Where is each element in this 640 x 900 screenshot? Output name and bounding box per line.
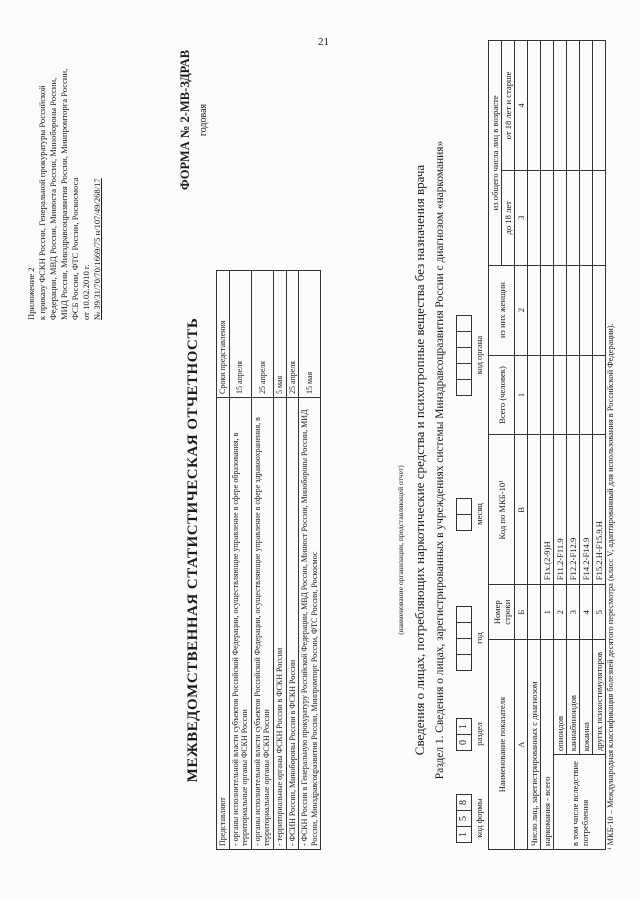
over18-cell[interactable]: [580, 41, 593, 171]
form-code-digit[interactable]: 8: [456, 794, 472, 811]
women-cell[interactable]: [593, 265, 606, 355]
table-row: [528, 41, 541, 850]
women-cell[interactable]: [541, 265, 554, 355]
year-code-label: год: [474, 632, 484, 644]
year-code-box[interactable]: [456, 606, 472, 623]
rotated-form-sheet: [20, 20, 620, 880]
index-cell: А: [515, 640, 528, 850]
women-cell[interactable]: [580, 265, 593, 355]
org-code-box[interactable]: [456, 363, 472, 380]
row-name: наркомания - всего: [541, 640, 554, 850]
appendix-order-number: № 39/31/70/70/1669/75 н/107/49/268/17: [92, 178, 102, 320]
deadline-value: 25 апреля: [251, 271, 273, 398]
table-row: [593, 41, 606, 850]
org-code-box[interactable]: [456, 331, 472, 348]
year-code-box[interactable]: [456, 622, 472, 639]
year-code-box[interactable]: [456, 638, 472, 655]
total-cell[interactable]: [554, 355, 567, 435]
org-code-box[interactable]: [456, 315, 472, 332]
row-name: опиоидов: [554, 640, 567, 755]
table-row: [286, 271, 299, 850]
form-code-digit[interactable]: 1: [456, 826, 472, 843]
appendix-block: [26, 30, 103, 320]
index-cell: 1: [515, 355, 528, 435]
section-heading: Раздел 1. Сведения о лицах, зарегистрированных в учреждениях системы Минздравсоцразвития России с диагнозом «наркомания»: [434, 140, 446, 780]
index-row: [515, 41, 528, 850]
appendix-line: МИД России, Минздравсоцразвития России, Минпромторга России,: [59, 68, 69, 320]
header-total: Всего (человек): [489, 355, 515, 435]
deadline-header: Сроки представления: [217, 271, 230, 398]
icd-code: F11.2-F11.9: [554, 435, 567, 585]
table-row: [554, 41, 567, 850]
table-row: [580, 41, 593, 850]
header-over-18: от 18 лет и старше: [502, 41, 515, 171]
deadline-value: 15 апреля: [229, 271, 251, 398]
form-code-label: код формы: [474, 798, 484, 838]
submitter-text: - органы исполнительной власти субъектов Российской Федерации, осуществляющие управление в сфере образования, в территориальные органы ФСКН России: [229, 398, 251, 850]
row-number: 5: [593, 585, 606, 640]
total-cell[interactable]: [541, 355, 554, 435]
header-women: из них женщин: [489, 265, 515, 355]
page-number: 21: [318, 36, 329, 48]
month-code-box[interactable]: [456, 514, 472, 531]
index-cell: 3: [515, 170, 528, 265]
table-row: [541, 41, 554, 850]
women-cell[interactable]: [554, 265, 567, 355]
submitter-text: - органы исполнительной власти субъектов Российской Федерации, осуществляющие управление в сфере здравоохранения, в территориальные органы ФСКН России: [251, 398, 273, 850]
index-cell: Б: [515, 585, 528, 640]
submitter-text: - территориальные органы ФСКН России в ФСКН России: [273, 398, 286, 850]
org-code-box[interactable]: [456, 347, 472, 364]
row-number: 1: [541, 585, 554, 640]
org-code-box[interactable]: [456, 379, 472, 396]
index-cell: В: [515, 435, 528, 585]
icd-code: F15.2.Н-F15.9.Н: [593, 435, 606, 585]
row-number: 4: [580, 585, 593, 640]
form-period: годовая: [198, 103, 209, 137]
section-code-group: [456, 718, 484, 750]
deadline-value: 5 мая: [273, 271, 286, 398]
section-code-label: раздел: [474, 722, 484, 746]
year-code-box[interactable]: [456, 654, 472, 671]
submitters-table: [216, 270, 321, 850]
section-code-digit[interactable]: 1: [456, 718, 472, 735]
form-code-digit[interactable]: 5: [456, 810, 472, 827]
table-row: [299, 271, 321, 850]
appendix-line: ФСБ России, ФТС России, Роскосмоса: [70, 177, 80, 320]
row-name: каннабиноидов: [567, 640, 580, 755]
index-cell: 4: [515, 41, 528, 171]
total-cell[interactable]: [580, 355, 593, 435]
month-code-label: месяц: [474, 503, 484, 525]
year-code-group: [456, 606, 484, 670]
icd-code: F14.2-F14.9: [580, 435, 593, 585]
footnote: ¹ МКБ-10 – Международная классификация болезней десятого пересмотра (класс V, адаптированный для использования в Российской Федерации).: [606, 323, 615, 850]
group-label: Число лиц, зарегистрированных с диагнозом: [528, 640, 541, 850]
table-row: [273, 271, 286, 850]
deadline-value: 15 мая: [299, 271, 321, 398]
over18-cell[interactable]: [554, 41, 567, 171]
submitter-text: - ФСКН России в Генеральную прокуратуру Российской Федерации, МВД России, Минюст России, Минобороны России, МИД России, Минздравсоцразвития России, Минпромторг России, ФТС России, Роскосмос: [299, 398, 321, 850]
table-row: [229, 271, 251, 850]
total-cell[interactable]: [567, 355, 580, 435]
appendix-line: к приказу ФСКН России, Генеральной прокуратуры Российской: [37, 85, 47, 320]
row-name: других психостимуляторов: [593, 640, 606, 755]
over18-cell[interactable]: [567, 41, 580, 171]
table-row: [567, 41, 580, 850]
submitters-header: Представляют: [217, 398, 230, 850]
section-code-digit[interactable]: 0: [456, 734, 472, 751]
under18-cell[interactable]: [541, 170, 554, 265]
header-indicator-name: Наименование показателя: [489, 640, 515, 850]
women-cell[interactable]: [567, 265, 580, 355]
including-label: в том числе вследствие потребления: [554, 755, 606, 850]
icd-code: F12.2-F12.9: [567, 435, 580, 585]
month-code-box[interactable]: [456, 498, 472, 515]
report-heading: Сведения о лицах, потребляющих наркотические средства и психотропные вещества без назначения врача: [412, 164, 427, 756]
under18-cell[interactable]: [567, 170, 580, 265]
over18-cell[interactable]: [593, 41, 606, 171]
deadline-value: 25 апреля: [286, 271, 299, 398]
org-note: (наименование организации, представляющей отчет): [396, 465, 405, 635]
appendix-line: Приложение 2: [26, 267, 36, 320]
form-title: ФОРМА № 2-МВ-ЗДРАВ: [178, 49, 192, 191]
row-name: кокаина: [580, 640, 593, 755]
total-cell[interactable]: [593, 355, 606, 435]
under18-cell[interactable]: [593, 170, 606, 265]
data-table: [488, 40, 606, 850]
index-cell: 2: [515, 265, 528, 355]
main-title: МЕЖВЕДОМСТВЕННАЯ СТАТИСТИЧЕСКАЯ ОТЧЕТНОСТЬ: [185, 317, 201, 783]
table-row: [251, 271, 273, 850]
submitter-text: - ФСИН России, Минобороны России в ФСКН России: [286, 398, 299, 850]
icd-code: F1x.(2-9)Н: [541, 435, 554, 585]
row-number: 2: [554, 585, 567, 640]
month-code-group: [456, 498, 484, 530]
header-under-18: до 18 лет: [502, 170, 515, 265]
form-code-group: [456, 794, 484, 842]
header-icd-code: Код по МКБ-10¹: [489, 435, 515, 585]
over18-cell[interactable]: [541, 41, 554, 171]
header-row-number: Номер строки: [489, 585, 515, 640]
header-age-group: из общего числа лиц в возрасте: [489, 41, 502, 266]
under18-cell[interactable]: [580, 170, 593, 265]
appendix-line: от 10.02.2010 г.: [81, 264, 91, 320]
org-code-label: код органа: [474, 335, 484, 375]
under18-cell[interactable]: [554, 170, 567, 265]
row-number: 3: [567, 585, 580, 640]
appendix-line: Федерации, МВД России, Минюста России, Минобороны России,: [48, 77, 58, 320]
org-code-group: [456, 315, 484, 395]
